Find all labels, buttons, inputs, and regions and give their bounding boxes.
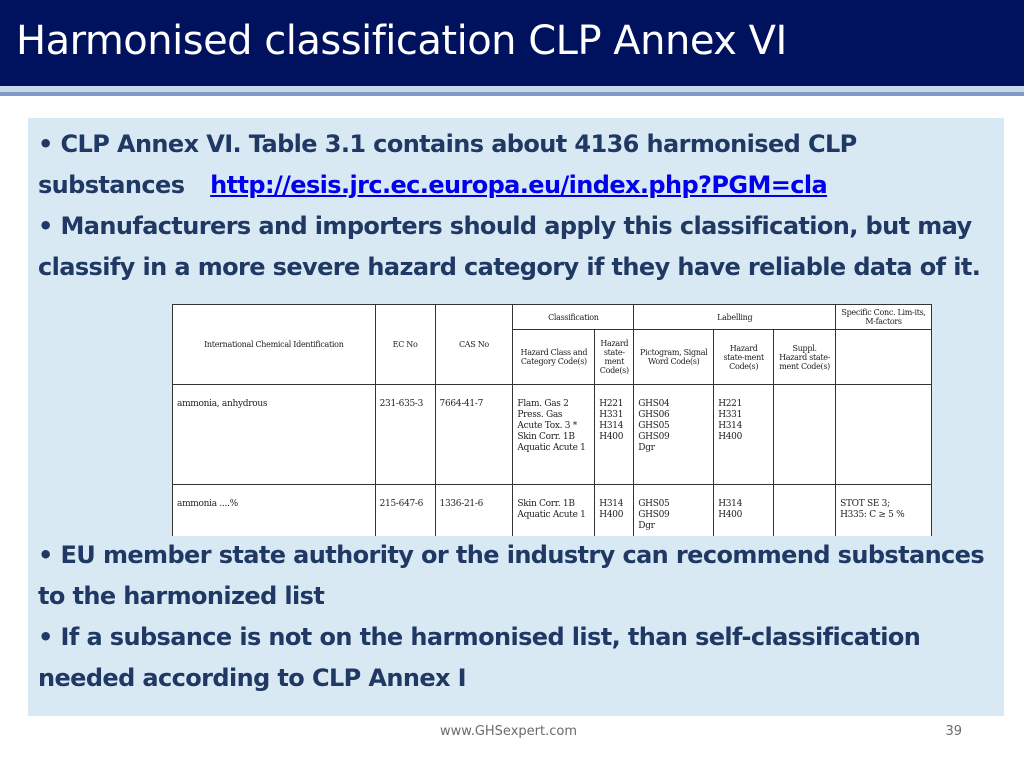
cell-line: GHS09 (638, 510, 670, 520)
cell-line: H221 (599, 399, 624, 409)
bullet-marker: • (38, 541, 53, 569)
cell-name: ammonia, anhydrous (173, 385, 376, 485)
bullet-item (38, 617, 998, 699)
cell-line: Skin Corr. 1B (517, 499, 575, 509)
footer-website: www.GHSexpert.com (440, 724, 577, 739)
cell-line: Press. Gas (517, 410, 563, 420)
cell-line: H314 (599, 421, 624, 431)
cell-line: Acute Tox. 3 * (517, 421, 577, 431)
cell-specific (836, 385, 932, 485)
title-divider-dark (0, 92, 1024, 96)
cell-line: H400 (599, 510, 624, 520)
cell-line: GHS05 (638, 499, 670, 509)
cell-hazard-class (513, 485, 595, 537)
cell-hazard-class (513, 385, 595, 485)
header-hazard-statement: Hazard state-ment Code(s) (595, 330, 634, 385)
cell-line: H221 (718, 399, 743, 409)
cell-label-hazard (714, 485, 774, 537)
header-pictogram: Pictogram, Signal Word Code(s) (634, 330, 714, 385)
header-specific-empty (836, 330, 932, 385)
cell-line: GHS04 (638, 399, 670, 409)
cell-cas: 7664-41-7 (435, 385, 513, 485)
top-bullet-list (38, 124, 998, 288)
cell-label-hazard (714, 385, 774, 485)
cell-name: ammonia ....% (173, 485, 376, 537)
cell-specific (836, 485, 932, 537)
bullet-marker: • (38, 212, 53, 240)
cell-line: GHS09 (638, 432, 670, 442)
header-hazard-class: Hazard Class and Category Code(s) (513, 330, 595, 385)
slide-title: Harmonised classification CLP Annex VI (16, 18, 787, 64)
bullet-item (38, 535, 998, 617)
cell-line: H314 (718, 421, 743, 431)
header-ec-no: EC No (375, 305, 435, 385)
bullet-marker: • (38, 623, 53, 651)
table-row (173, 485, 932, 537)
cell-line: STOT SE 3; (840, 499, 890, 509)
bullet-item (38, 124, 998, 206)
cell-ec: 215-647-6 (375, 485, 435, 537)
cell-line: Aquatic Acute 1 (517, 443, 586, 453)
cell-ec: 231-635-3 (375, 385, 435, 485)
slide-footer (0, 724, 1024, 744)
annex-vi-table-image (172, 304, 932, 536)
cell-pictogram (634, 385, 714, 485)
bullet-text: Manufacturers and importers should apply this classification, but may classify in a more severe hazard category if they have reliable data of it. (38, 212, 981, 281)
bullet-item (38, 206, 998, 288)
header-label-hazard-statement: Hazard state-ment Code(s) (714, 330, 774, 385)
annex-vi-table (172, 304, 932, 536)
page-number: 39 (945, 724, 962, 739)
header-cas-no: CAS No (435, 305, 513, 385)
esis-link[interactable]: http://esis.jrc.ec.europa.eu/index.php?PGM=cla (210, 171, 828, 199)
cell-cas: 1336-21-6 (435, 485, 513, 537)
bullet-marker: • (38, 130, 53, 158)
cell-line: H331 (718, 410, 743, 420)
cell-line: GHS05 (638, 421, 670, 431)
cell-line: H314 (718, 499, 743, 509)
cell-line: H400 (718, 510, 743, 520)
cell-line: H314 (599, 499, 624, 509)
cell-line: H335: C ≥ 5 % (840, 510, 905, 520)
cell-pictogram (634, 485, 714, 537)
title-bar (0, 0, 1024, 86)
cell-line: Skin Corr. 1B (517, 432, 575, 442)
header-suppl-hazard: Suppl. Hazard state-ment Code(s) (774, 330, 836, 385)
cell-suppl (774, 485, 836, 537)
cell-hazard-statement (595, 385, 634, 485)
cell-line: H400 (599, 432, 624, 442)
header-classification: Classification (513, 305, 634, 330)
table-header-row (173, 305, 932, 330)
cell-line: GHS06 (638, 410, 670, 420)
cell-line: Flam. Gas 2 (517, 399, 569, 409)
bullet-text: If a subsance is not on the harmonised list, than self-classification needed according to CLP Annex I (38, 623, 921, 692)
header-specific-conc: Specific Conc. Lim-its, M-factors (836, 305, 932, 330)
bottom-bullet-list (38, 535, 998, 699)
cell-line: Dgr (638, 521, 655, 531)
cell-line: Aquatic Acute 1 (517, 510, 586, 520)
cell-suppl (774, 385, 836, 485)
header-labelling: Labelling (634, 305, 836, 330)
cell-line: H400 (718, 432, 743, 442)
bullet-text: EU member state authority or the industry can recommend substances to the harmonized list (38, 541, 985, 610)
bullet-text: CLP Annex VI. Table 3.1 contains about 4136 harmonised CLP substances (38, 130, 857, 199)
cell-line: H331 (599, 410, 624, 420)
cell-hazard-statement (595, 485, 634, 537)
cell-line: Dgr (638, 443, 655, 453)
table-row (173, 385, 932, 485)
header-identification: International Chemical Identification (173, 305, 376, 385)
